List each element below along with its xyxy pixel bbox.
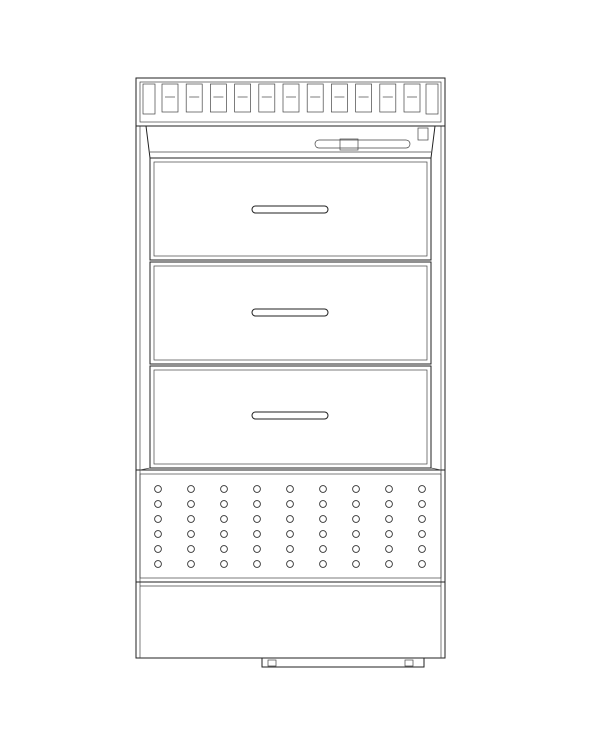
drawer-top[interactable] <box>150 158 431 260</box>
perforation-hole <box>287 501 294 508</box>
perforation-hole <box>320 561 327 568</box>
perforation-hole <box>419 561 426 568</box>
top-bracket <box>146 126 435 158</box>
vent-slot <box>404 84 420 112</box>
drawer-bottom-handle[interactable] <box>252 412 328 419</box>
base-plinth <box>136 582 445 667</box>
perforation-hole <box>419 486 426 493</box>
perforation-hole <box>254 531 261 538</box>
perforation-hole <box>386 486 393 493</box>
perforation-hole <box>353 546 360 553</box>
vent-slot <box>307 84 323 112</box>
vent-slot <box>380 84 396 112</box>
perforation-hole <box>254 561 261 568</box>
vent-slot <box>283 84 299 112</box>
perforation-hole <box>221 561 228 568</box>
perforation-hole <box>287 546 294 553</box>
drawer-middle-handle[interactable] <box>252 309 328 316</box>
perforated-panel <box>136 468 445 582</box>
perforation-hole <box>320 486 327 493</box>
perforation-hole <box>188 531 195 538</box>
perforation-hole <box>353 516 360 523</box>
vent-slot <box>356 84 372 112</box>
perforation-hole <box>287 561 294 568</box>
perforation-hole <box>155 516 162 523</box>
perforation-hole <box>188 516 195 523</box>
perforation-hole <box>419 516 426 523</box>
perforation-hole <box>155 561 162 568</box>
drawer-top-handle[interactable] <box>252 206 328 213</box>
perforation-hole <box>386 561 393 568</box>
perforation-hole <box>254 501 261 508</box>
perforation-hole <box>221 486 228 493</box>
perforation-hole <box>155 546 162 553</box>
perforation-hole <box>188 546 195 553</box>
perforation-hole <box>287 486 294 493</box>
top-vent-panel <box>136 78 445 126</box>
perforation-hole <box>419 546 426 553</box>
vent-slot <box>235 84 251 112</box>
perforation-hole <box>221 516 228 523</box>
vent-slot <box>162 84 178 112</box>
perforation-hole <box>254 516 261 523</box>
vent-slot <box>186 84 202 112</box>
vent-slot <box>259 84 275 112</box>
perforation-hole <box>353 501 360 508</box>
perforation-hole <box>254 486 261 493</box>
vent-slot <box>331 84 347 112</box>
perforation-hole <box>287 516 294 523</box>
perforation-hole <box>188 501 195 508</box>
perforation-hole <box>155 501 162 508</box>
perforation-hole <box>188 561 195 568</box>
perforation-hole <box>155 531 162 538</box>
perforation-hole <box>419 501 426 508</box>
perforation-hole <box>419 531 426 538</box>
perforation-hole <box>320 546 327 553</box>
perforation-hole <box>386 501 393 508</box>
vent-slot <box>210 84 226 112</box>
perforation-hole <box>221 531 228 538</box>
perforation-hole <box>320 501 327 508</box>
perforation-hole <box>386 531 393 538</box>
perforation-hole <box>353 531 360 538</box>
perforation-hole <box>221 546 228 553</box>
perforation-hole <box>188 486 195 493</box>
drawer-bottom[interactable] <box>150 366 431 468</box>
perforation-hole <box>320 516 327 523</box>
perforation-hole <box>320 531 327 538</box>
perforation-hole <box>221 501 228 508</box>
perforation-hole <box>386 516 393 523</box>
perforation-hole <box>353 561 360 568</box>
perforation-hole <box>287 531 294 538</box>
drawer-middle[interactable] <box>150 262 431 364</box>
perforation-hole <box>386 546 393 553</box>
perforation-hole <box>155 486 162 493</box>
perforation-hole <box>254 546 261 553</box>
perforation-hole <box>353 486 360 493</box>
